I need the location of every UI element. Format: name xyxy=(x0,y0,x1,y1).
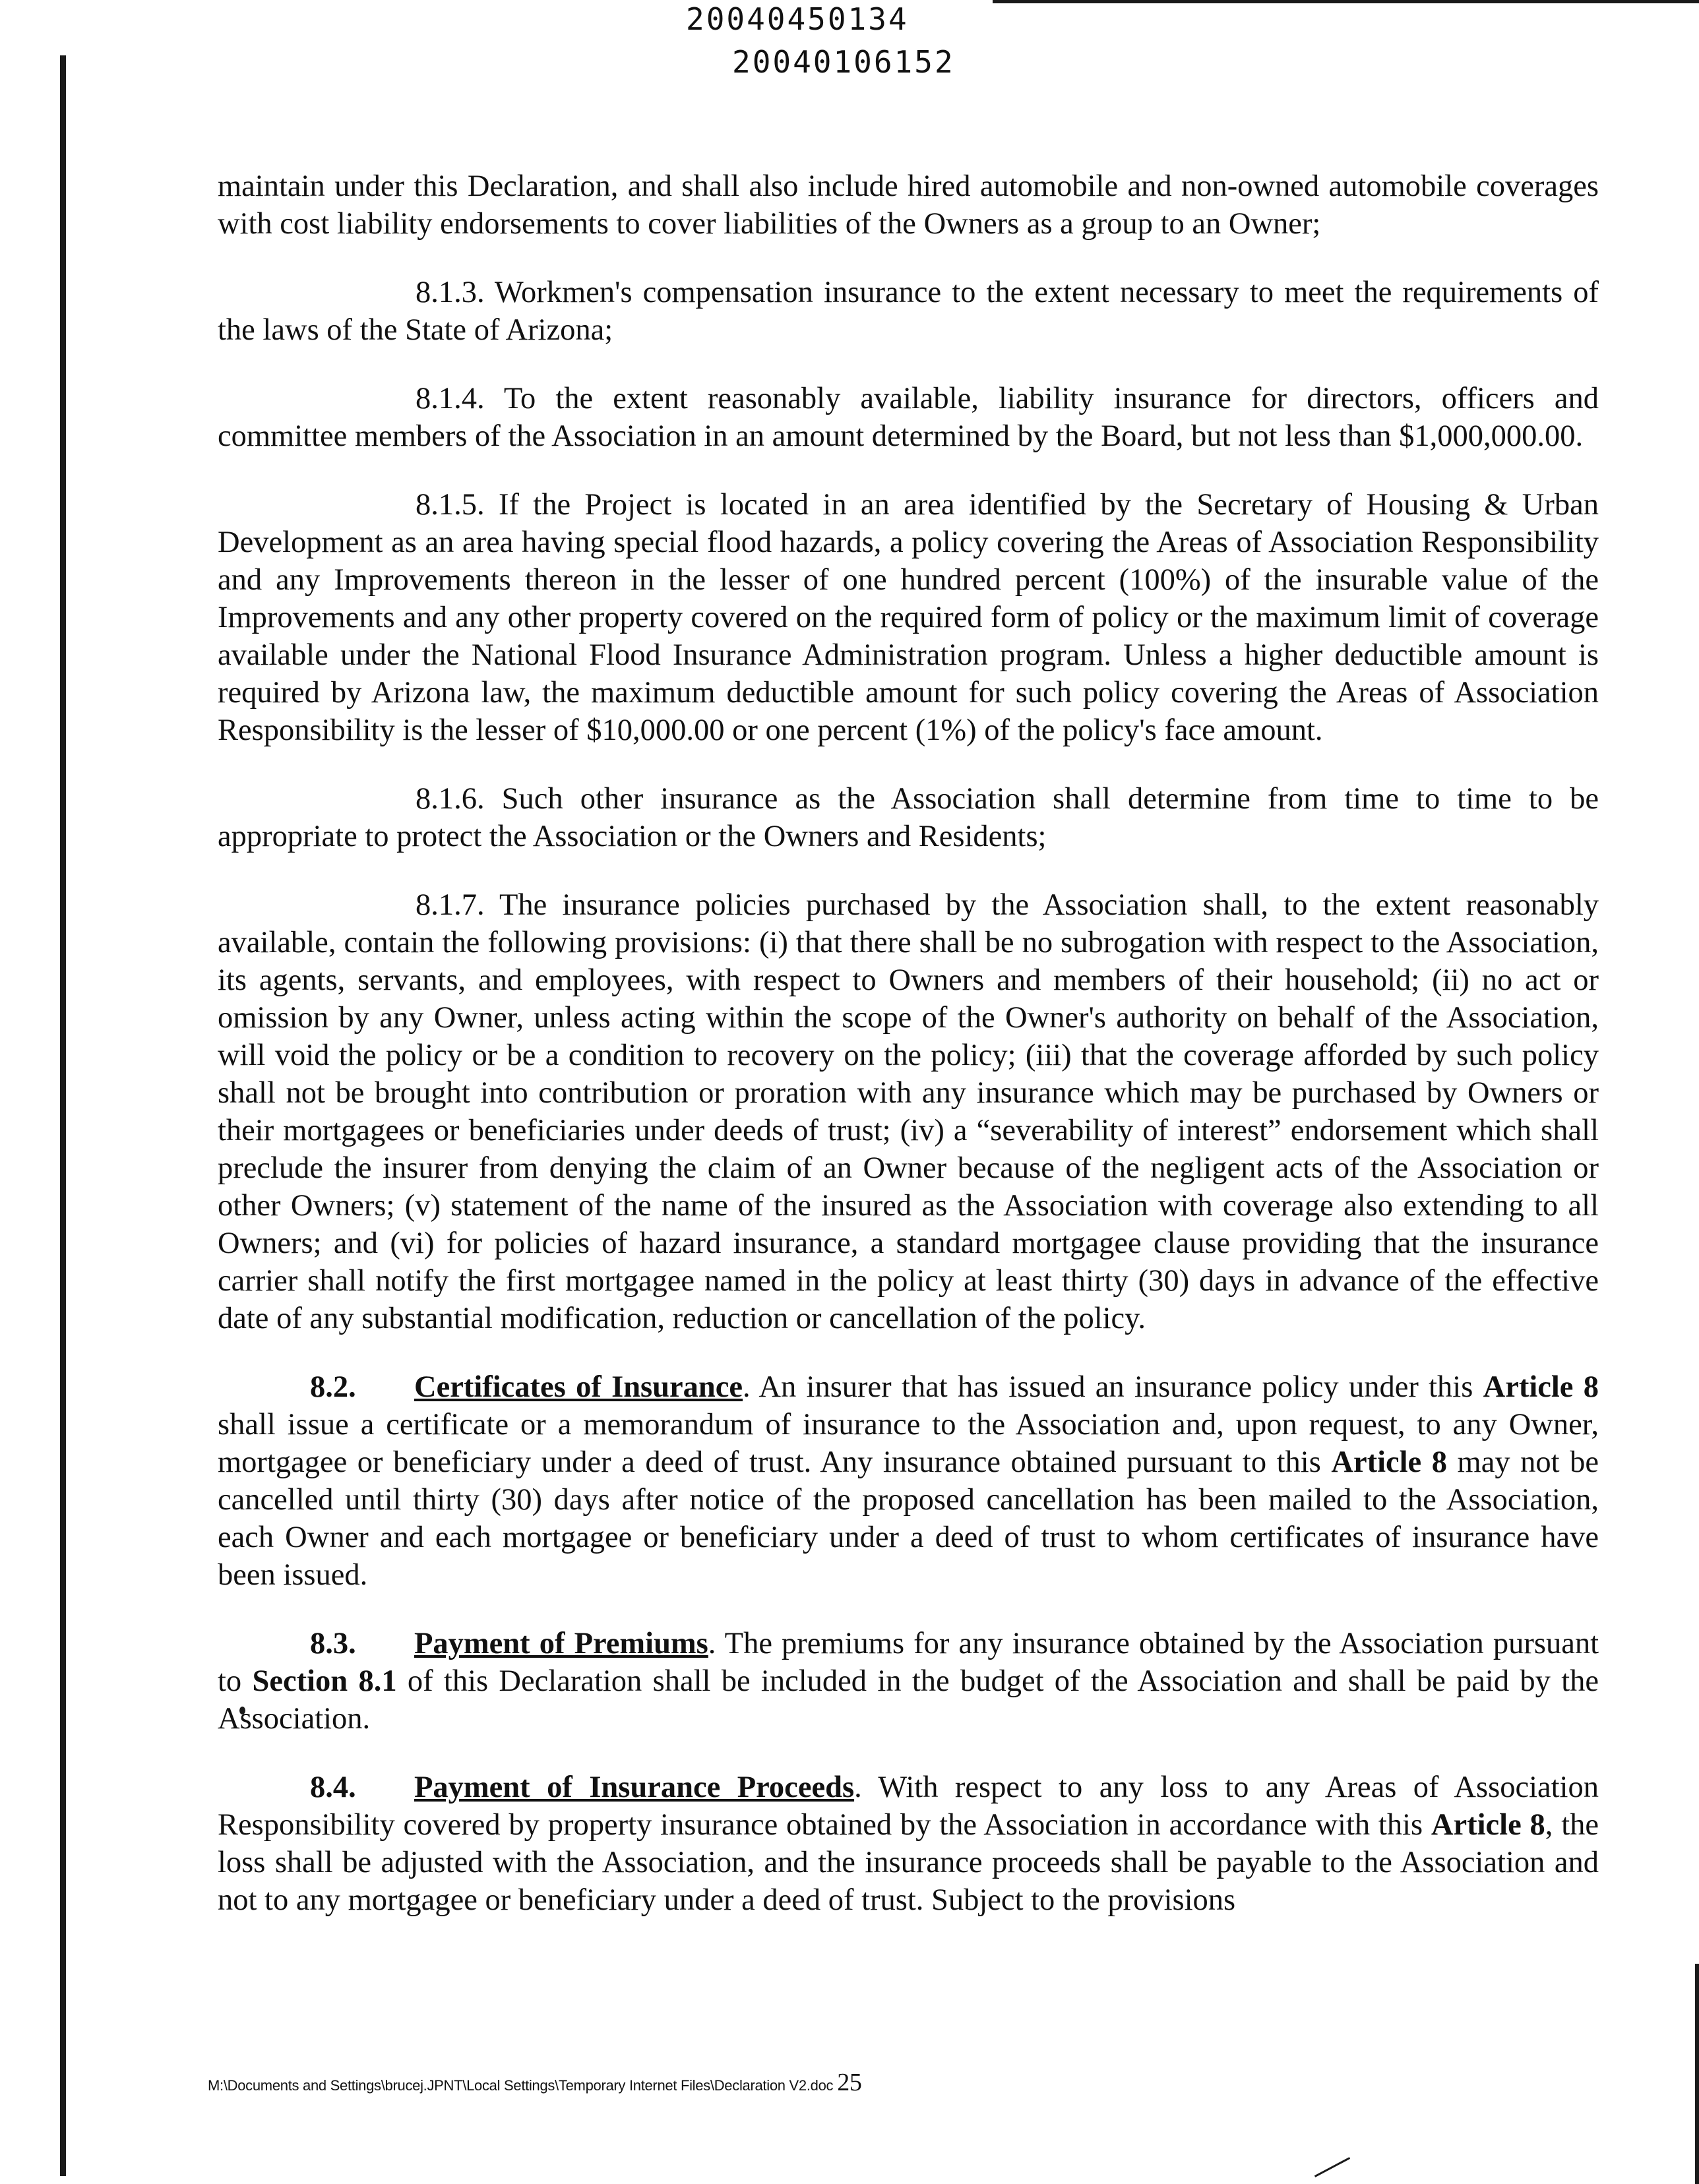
paragraph-text: 8.1.5. If the Project is located in an area identified by the Secretary of Housing & Urban Development as an area having special flood hazards, a policy covering the Areas of Association Responsibility and any Improvements thereon in the lesser of one hundred percent (100%) of the insurable value of the Improvements and any other property covered on the required form of policy or the maximum limit of coverage available under the National Flood Insurance Administration program. Unless a higher deductible amount is required by Arizona law, the maximum deductible amount for such policy covering the Areas of Association Responsibility is the lesser of $10,000.00 or one percent (1%) of the policy's face amount. xyxy=(218,488,1599,747)
paragraph-text: 8.1.6. Such other insurance as the Association shall determine from time to time to be appropriate to protect the Association or the Owners and Residents; xyxy=(218,782,1599,853)
section-number: 8.4. xyxy=(310,1771,356,1804)
section-heading: Payment of Insurance Proceeds xyxy=(414,1771,855,1804)
section-number: 8.3. xyxy=(310,1627,356,1660)
section-text: shall issue a certificate or a memorandum of insurance to the Association and, upon request, to any Owner, mortgagee or beneficiary under a deed of trust. Any insurance obtained pursuant to this xyxy=(218,1408,1599,1479)
recording-stamp-top: 20040450134 xyxy=(686,1,909,37)
section-8-2 xyxy=(218,1368,1599,1594)
paragraph-text: 8.1.3. Workmen's compensation insurance to the extent necessary to meet the requirements of the laws of the State of Arizona; xyxy=(218,276,1599,347)
article-reference: Article 8 xyxy=(1431,1808,1545,1842)
paragraph-8-1-3 xyxy=(218,274,1599,349)
file-path: M:\Documents and Settings\brucej.JPNT\Local Settings\Temporary Internet Files\Declaration V2.doc xyxy=(208,2077,834,2094)
section-text: of this Declaration shall be included in the budget of the Association and shall be paid by the Association. xyxy=(218,1664,1599,1736)
recording-stamp-second: 20040106152 xyxy=(732,44,955,80)
section-text: . With respect to any loss to any Areas of Association Responsibility covered by property insurance obtained by the Association in accordance with this xyxy=(218,1771,1599,1842)
paragraph-8-1-4 xyxy=(218,380,1599,455)
section-text: . The premiums for any insurance obtained by the Association pursuant to xyxy=(218,1627,1599,1698)
paragraph-text: 8.1.7. The insurance policies purchased by the Association shall, to the extent reasonably available, contain the following provisions: (i) that there shall be no subrogation with respect to the Association, its agents, servants, and employees, with respect to Owners and members of their household; (ii) no act or omission by any Owner, unless acting within the scope of the Owner's authority on behalf of the Association, will void the policy or be a condition to recovery on the policy; (iii) that the coverage afforded by such policy shall not be brought into contribution or proration with any insurance which may be purchased by Owners or their mortgagees or beneficiaries under deeds of trust; (iv) a “severability of interest” endorsement which shall preclude the insurer from denying the claim of an Owner because of the negligent acts of the Association or other Owners; (v) statement of the name of the insured as the Association with coverage also extending to all Owners; and (vi) for policies of hazard insurance, a standard mortgagee clause providing that the insurance carrier shall notify the first mortgagee named in the policy at least thirty (30) days in advance of the effective date of any substantial modification, reduction or cancellation of the policy. xyxy=(218,888,1599,1335)
section-text: , the loss shall be adjusted with the Association, and the insurance proceeds shall be payable to the Association and not to any mortgagee or beneficiary under a deed of trust. Subject to the provisions xyxy=(218,1808,1599,1917)
article-reference: Article 8 xyxy=(1483,1370,1599,1404)
paragraph-8-1-6 xyxy=(218,780,1599,855)
footer xyxy=(208,2068,862,2097)
section-text: . An insurer that has issued an insurance policy under this xyxy=(743,1370,1483,1404)
article-reference: Article 8 xyxy=(1331,1445,1447,1479)
section-text: may not be cancelled until thirty (30) days after notice of the proposed cancellation has been mailed to the Association, each Owner and each mortgagee or beneficiary under a deed of trust to whom certificates of insurance have been issued. xyxy=(218,1445,1599,1592)
section-reference: Section 8.1 xyxy=(252,1664,397,1698)
page-number: 25 xyxy=(837,2069,862,2096)
paragraph-8-1-7 xyxy=(218,886,1599,1337)
left-margin-bar xyxy=(60,55,66,2176)
scan-edge-line xyxy=(993,0,1699,3)
document-body xyxy=(218,167,1599,1950)
section-number: 8.2. xyxy=(310,1370,356,1404)
right-edge-mark xyxy=(1695,1964,1699,2184)
paragraph-text: maintain under this Declaration, and shall also include hired automobile and non-owned automobile coverages with cost liability endorsements to cover liabilities of the Owners as a group to an Owner; xyxy=(218,169,1599,241)
section-heading: Payment of Premiums xyxy=(414,1627,708,1660)
paragraph-continued xyxy=(218,167,1599,243)
corner-mark xyxy=(1314,2157,1350,2177)
section-heading: Certificates of Insurance xyxy=(414,1370,743,1404)
section-8-3 xyxy=(218,1625,1599,1738)
paragraph-8-1-5 xyxy=(218,486,1599,749)
paragraph-text: 8.1.4. To the extent reasonably available, liability insurance for directors, officers and committee members of the Association in an amount determined by the Board, but not less than $1,000,000.00. xyxy=(218,382,1599,453)
section-8-4 xyxy=(218,1769,1599,1919)
